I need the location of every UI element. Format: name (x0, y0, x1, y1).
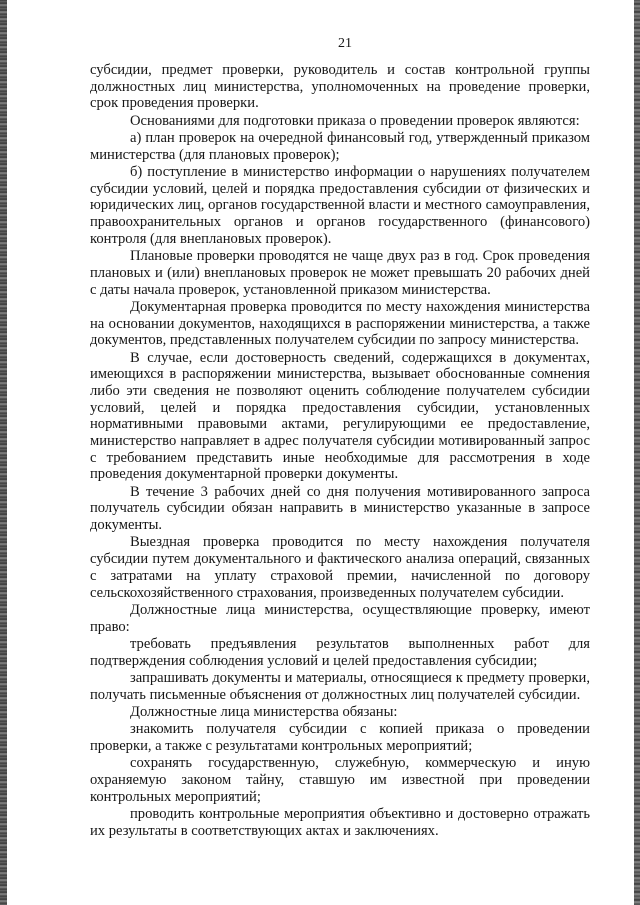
paragraph: запрашивать документы и материалы, относящиеся к предмету проверки, получать письменные объяснения от должностных лиц получателей субсидии. (90, 669, 590, 703)
document-page (90, 36, 590, 839)
paragraph: В случае, если достоверность сведений, содержащихся в документах, имеющихся в распоряжении министерства, вызывает обоснованные сомнения либо эти сведения не позволяют оценить соблюдение получателем субсидии условий, целей и порядка предоставления субсидии, установленных нормативными правовыми актами, регулирующими ее предоставление, министерство направляет в адрес получателя субсидии мотивированный запрос с требованием представить иные необходимые для рассмотрения в ходе проведения документарной проверки документы. (90, 349, 590, 483)
scan-edge-right (634, 0, 640, 905)
paragraph: б) поступление в министерство информации о нарушениях получателем субсидии условий, целей и порядка предоставления субсидии от физических и юридических лиц, органов государственной власти и местного самоуправления, правоохранительных органов и органов государственного (финансового) контроля (для внеплановых проверок). (90, 164, 590, 247)
paragraph: В течение 3 рабочих дней со дня получения мотивированного запроса получатель субсидии обязан направить в министерство указанные в запросе документы. (90, 483, 590, 534)
paragraph: субсидии, предмет проверки, руководитель и состав контрольной группы должностных лиц министерства, уполномоченных на проведение проверки, срок проведения проверки. (90, 62, 590, 112)
paragraph: Должностные лица министерства, осуществляющие проверку, имеют право: (90, 601, 590, 635)
paragraph: Основаниями для подготовки приказа о проведении проверок являются: (130, 112, 580, 129)
page-number: 21 (338, 36, 352, 51)
paragraph: знакомить получателя субсидии с копией приказа о проведении проверки, а также с результатами контрольных мероприятий; (90, 721, 590, 754)
paragraph: Плановые проверки проводятся не чаще двух раз в год. Срок проведения плановых и (или) внеплановых проверок не может превышать 20 рабочих дней с даты начала проверок, установленной приказом министерства. (90, 248, 590, 298)
paragraph: требовать предъявления результатов выполненных работ для подтверждения соблюдения условий и целей предоставления субсидии; (90, 635, 590, 669)
paragraph: сохранять государственную, служебную, коммерческую и иную охраняемую законом тайну, ставшую им известной при проведении контрольных мероприятий; (90, 755, 590, 805)
paragraph: Должностные лица министерства обязаны: (130, 703, 398, 720)
scan-edge-left (0, 0, 7, 905)
paragraph: Выездная проверка проводится по месту нахождения получателя субсидии путем документального и фактического анализа операций, связанных с затратами на уплату страховой премии, начисленной по договору сельскохозяйственного страхования, произведенных получателем субсидии. (90, 534, 590, 601)
paragraph: а) план проверок на очередной финансовый год, утвержденный приказом министерства (для плановых проверок); (90, 130, 590, 163)
paragraph: проводить контрольные мероприятия объективно и достоверно отражать их результаты в соответствующих актах и заключениях. (90, 805, 590, 839)
document-body (90, 62, 590, 839)
paragraph: Документарная проверка проводится по месту нахождения министерства на основании документов, находящихся в распоряжении министерства, а также документов, представленных получателем субсидии по запросу министерства. (90, 298, 590, 349)
